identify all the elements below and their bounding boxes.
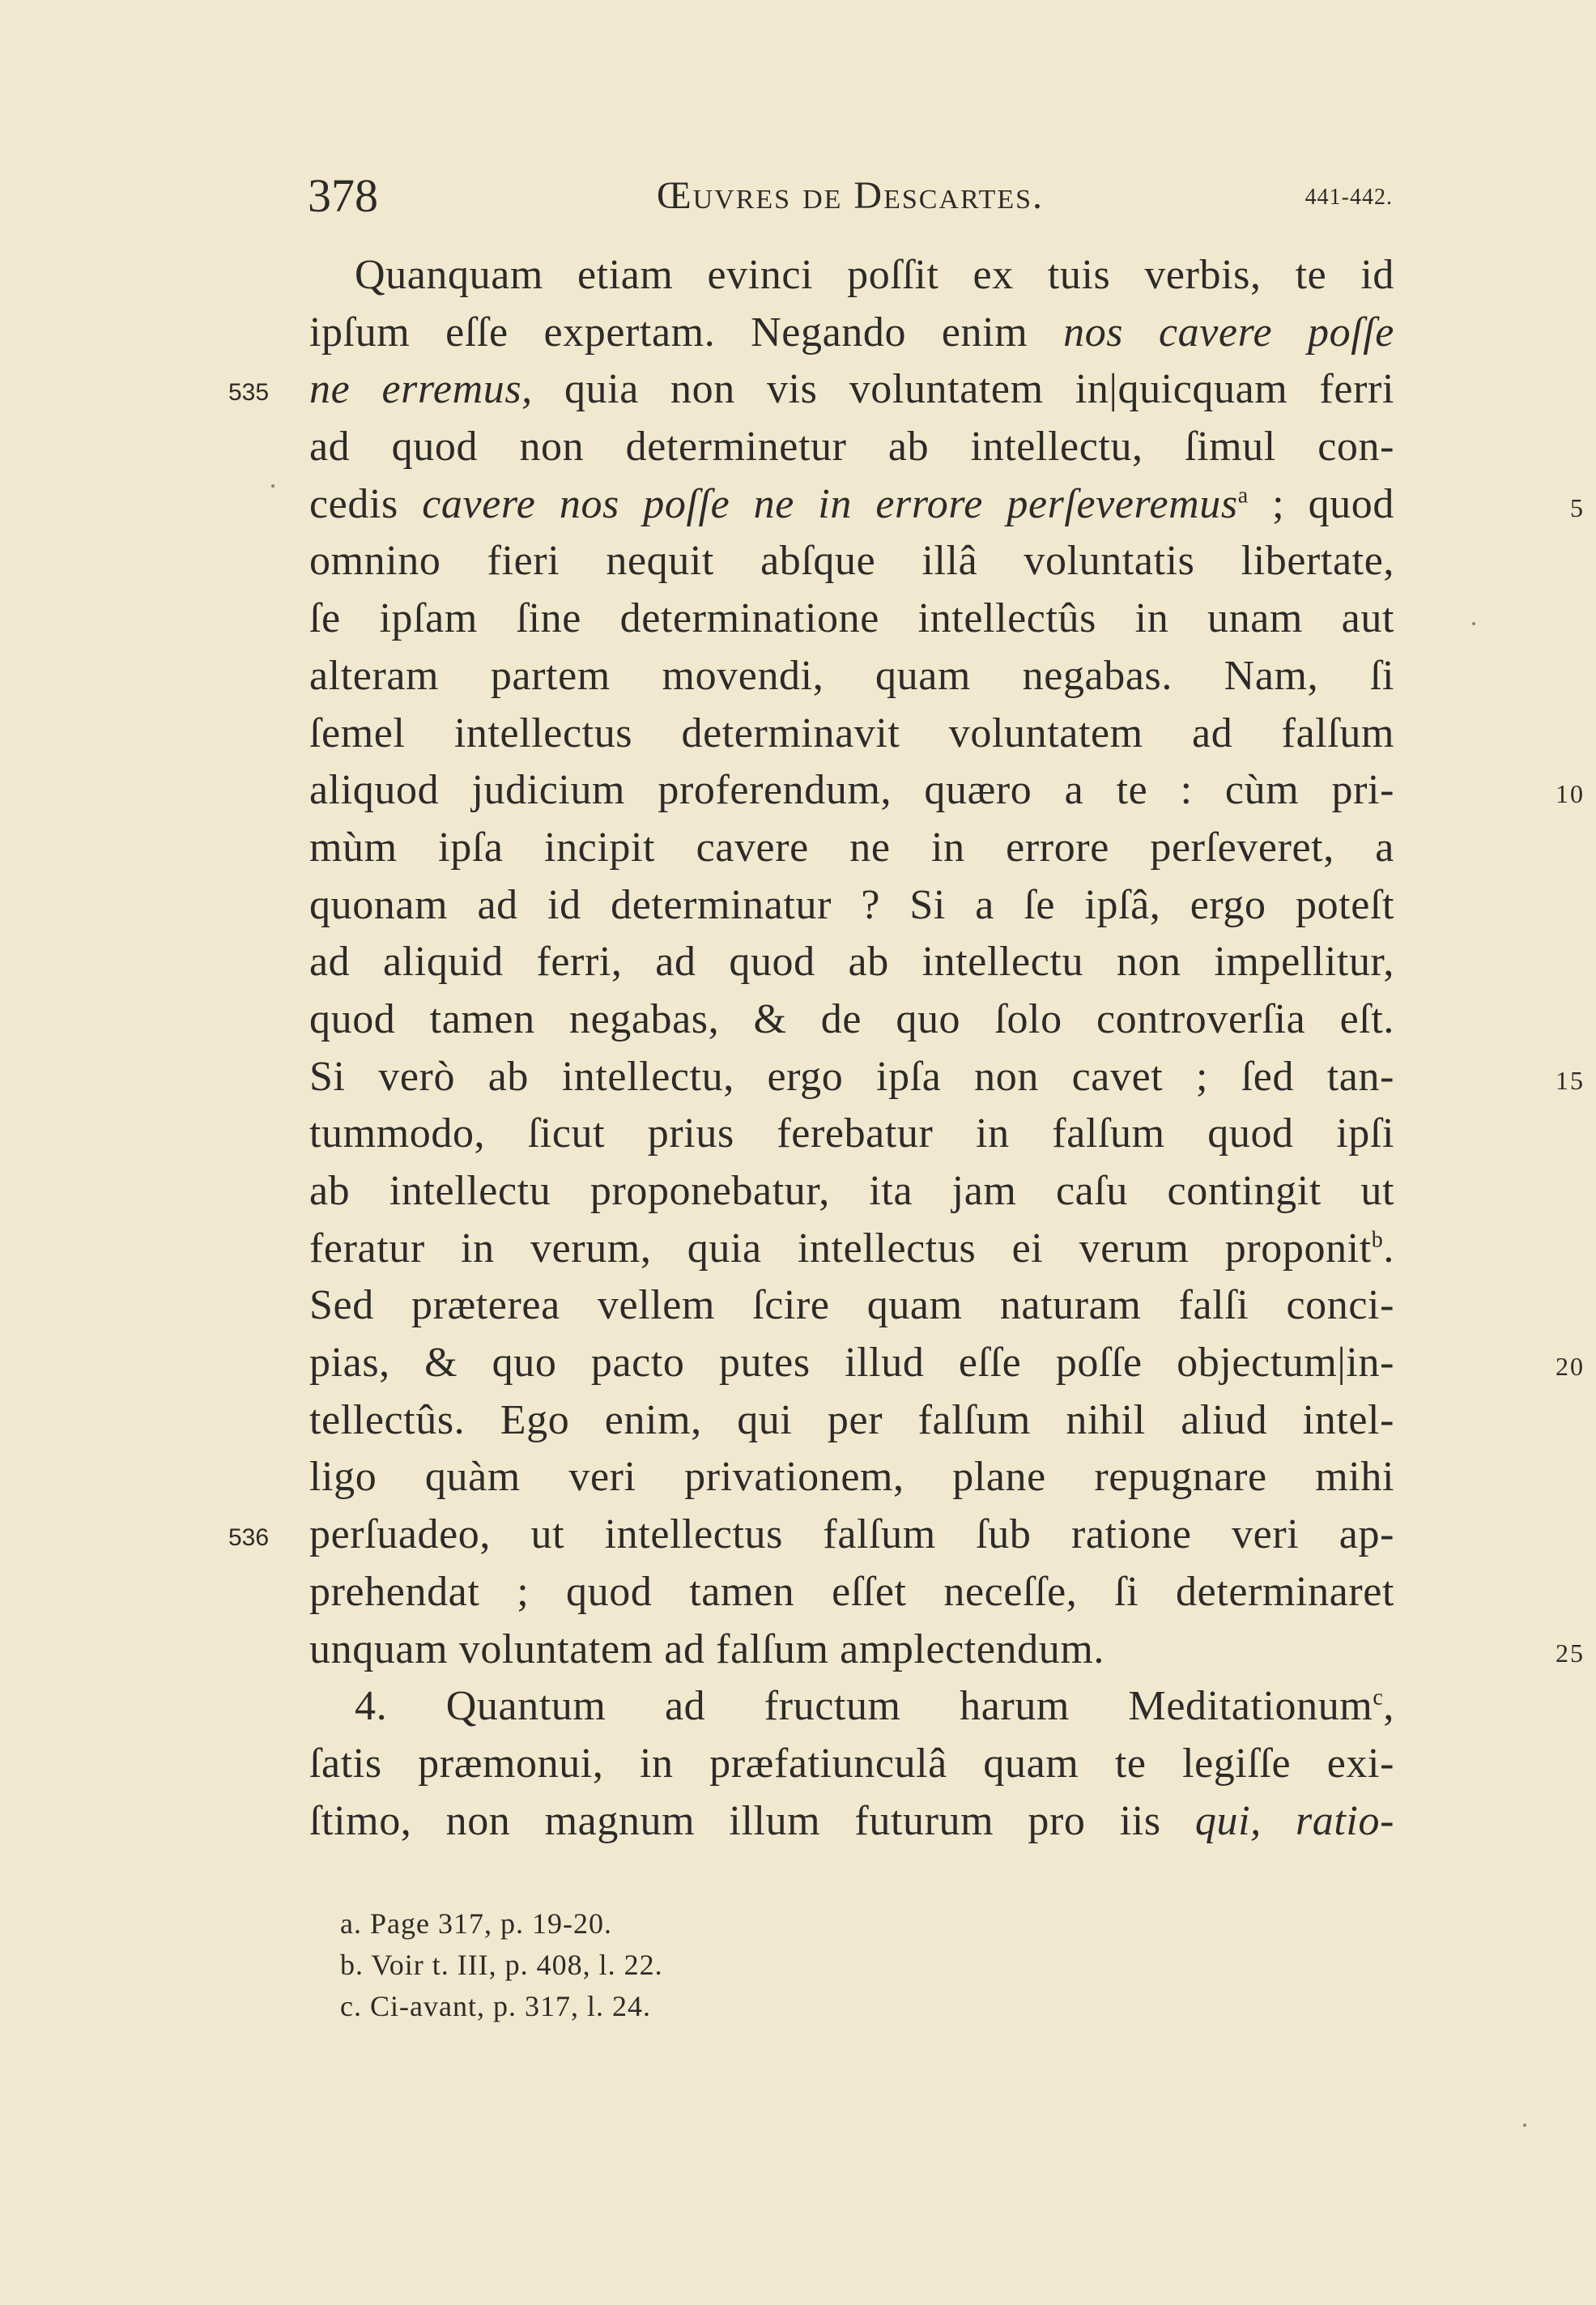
- text-line: [309, 419, 1394, 476]
- text-line: [309, 476, 1585, 534]
- line-text: ſatis præmonui, in præfatiunculâ quam te legiſſe exi-: [309, 1740, 1394, 1787]
- line-text: 4. Quantum ad fructum harum Meditationum$^c$,: [355, 1683, 1394, 1730]
- text-line: [309, 934, 1394, 991]
- line-text: ſemel intellectus determinavit voluntatem ad falſum: [309, 709, 1394, 756]
- text-line: [309, 1221, 1394, 1278]
- page-header: [308, 168, 1393, 225]
- original-page-marker: 536: [228, 1524, 270, 1552]
- text-line: [309, 1621, 1585, 1679]
- line-text: tummodo, ſicut prius ferebatur in falſum quod ipſi: [309, 1110, 1394, 1157]
- line-number: 5: [1570, 492, 1585, 522]
- text-line: [309, 1736, 1394, 1793]
- body-text: [228, 247, 1585, 1850]
- text-line: [309, 648, 1394, 705]
- line-text: pias, & quo pacto putes illud eſſe poſſe objectum|in-: [309, 1340, 1394, 1387]
- text-line: [309, 1564, 1394, 1621]
- text-line: [309, 705, 1394, 763]
- line-number: 15: [1556, 1065, 1585, 1095]
- line-text: alteram partem movendi, quam negabas. Nam, ſi: [309, 652, 1394, 699]
- text-line: [309, 820, 1394, 877]
- running-title: Œuvres de Descartes.: [656, 174, 1045, 217]
- footnotes: [340, 1903, 1312, 2027]
- line-text: ligo quàm veri privationem, plane repugnare mihi: [309, 1454, 1394, 1501]
- text-line: [309, 1335, 1585, 1392]
- text-line: [228, 1506, 1394, 1564]
- text-line: [309, 1163, 1394, 1221]
- line-text: quod tamen negabas, & de quo ſolo controverſia eſt.: [309, 995, 1394, 1042]
- line-text: cedis cavere nos poſſe ne in errore perſeveremus$^a$ ; quod: [309, 480, 1394, 527]
- line-text: mùm ipſa incipit cavere ne in errore perſeveret, a: [309, 824, 1394, 871]
- text-line: [309, 991, 1394, 1049]
- scan-speck: [1523, 2124, 1526, 2127]
- footnote: c. Ci-avant, p. 317, l. 24.: [340, 1990, 651, 2022]
- scan-speck: [1472, 622, 1475, 625]
- text-line: [309, 247, 1394, 305]
- line-text: ſtimo, non magnum illum futurum pro iis qui, ratio-: [309, 1797, 1394, 1844]
- line-text: ſe ipſam ſine determinatione intellectûs in unam aut: [309, 595, 1394, 642]
- line-text: unquam voluntatem ad falſum amplectendum.: [309, 1625, 1105, 1672]
- line-text: Quanquam etiam evinci poſſit ex tuis verbis, te id: [355, 252, 1394, 298]
- footnote: b. Voir t. III, p. 408, l. 22.: [340, 1949, 663, 1981]
- line-number: 25: [1556, 1638, 1585, 1668]
- page-number: 378: [308, 169, 378, 222]
- line-text: ne erremus, quia non vis voluntatem in|quicquam ferri: [309, 366, 1394, 413]
- text-line: [309, 1277, 1394, 1335]
- text-line: [309, 1678, 1394, 1736]
- page-range: 441-442.: [1304, 185, 1393, 210]
- scan-speck: [271, 484, 275, 488]
- text-line: [309, 1106, 1394, 1163]
- text-line: [309, 305, 1394, 362]
- line-text: ad quod non determinetur ab intellectu, ſimul con-: [309, 424, 1394, 471]
- line-text: tellectûs. Ego enim, qui per falſum nihil aliud intel-: [309, 1396, 1394, 1443]
- line-text: feratur in verum, quia intellectus ei verum proponit$^b$.: [309, 1225, 1394, 1272]
- text-line: [309, 1793, 1394, 1851]
- text-line: [309, 590, 1394, 648]
- text-line: [309, 1449, 1394, 1506]
- line-number: 20: [1556, 1352, 1585, 1382]
- text-line: [309, 877, 1394, 935]
- original-page-marker: 535: [228, 379, 270, 407]
- line-text: omnino fieri nequit abſque illâ voluntatis libertate,: [309, 538, 1394, 585]
- text-line: [309, 762, 1585, 820]
- line-text: ab intellectu proponebatur, ita jam caſu contingit ut: [309, 1168, 1394, 1214]
- line-text: ipſum eſſe expertam. Negando enim nos cavere poſſe: [309, 309, 1394, 356]
- text-line: [309, 533, 1394, 590]
- text-line: [309, 1392, 1394, 1450]
- line-text: Si verò ab intellectu, ergo ipſa non cavet ; ſed tan-: [309, 1053, 1394, 1100]
- line-text: perſuadeo, ut intellectus falſum ſub ratione veri ap-: [309, 1511, 1394, 1558]
- line-text: quonam ad id determinatur ? Si a ſe ipſâ, ergo poteſt: [309, 881, 1394, 928]
- line-text: ad aliquid ferri, ad quod ab intellectu non impellitur,: [309, 939, 1394, 986]
- text-line: [309, 1049, 1585, 1106]
- line-text: Sed præterea vellem ſcire quam naturam falſi conci-: [309, 1282, 1394, 1329]
- line-number: 10: [1556, 779, 1585, 809]
- footnote: a. Page 317, p. 19-20.: [340, 1907, 612, 1940]
- line-text: prehendat ; quod tamen eſſet neceſſe, ſi determinaret: [309, 1568, 1394, 1615]
- text-line: [228, 361, 1394, 419]
- line-text: aliquod judicium proferendum, quæro a te : cùm pri-: [309, 767, 1394, 814]
